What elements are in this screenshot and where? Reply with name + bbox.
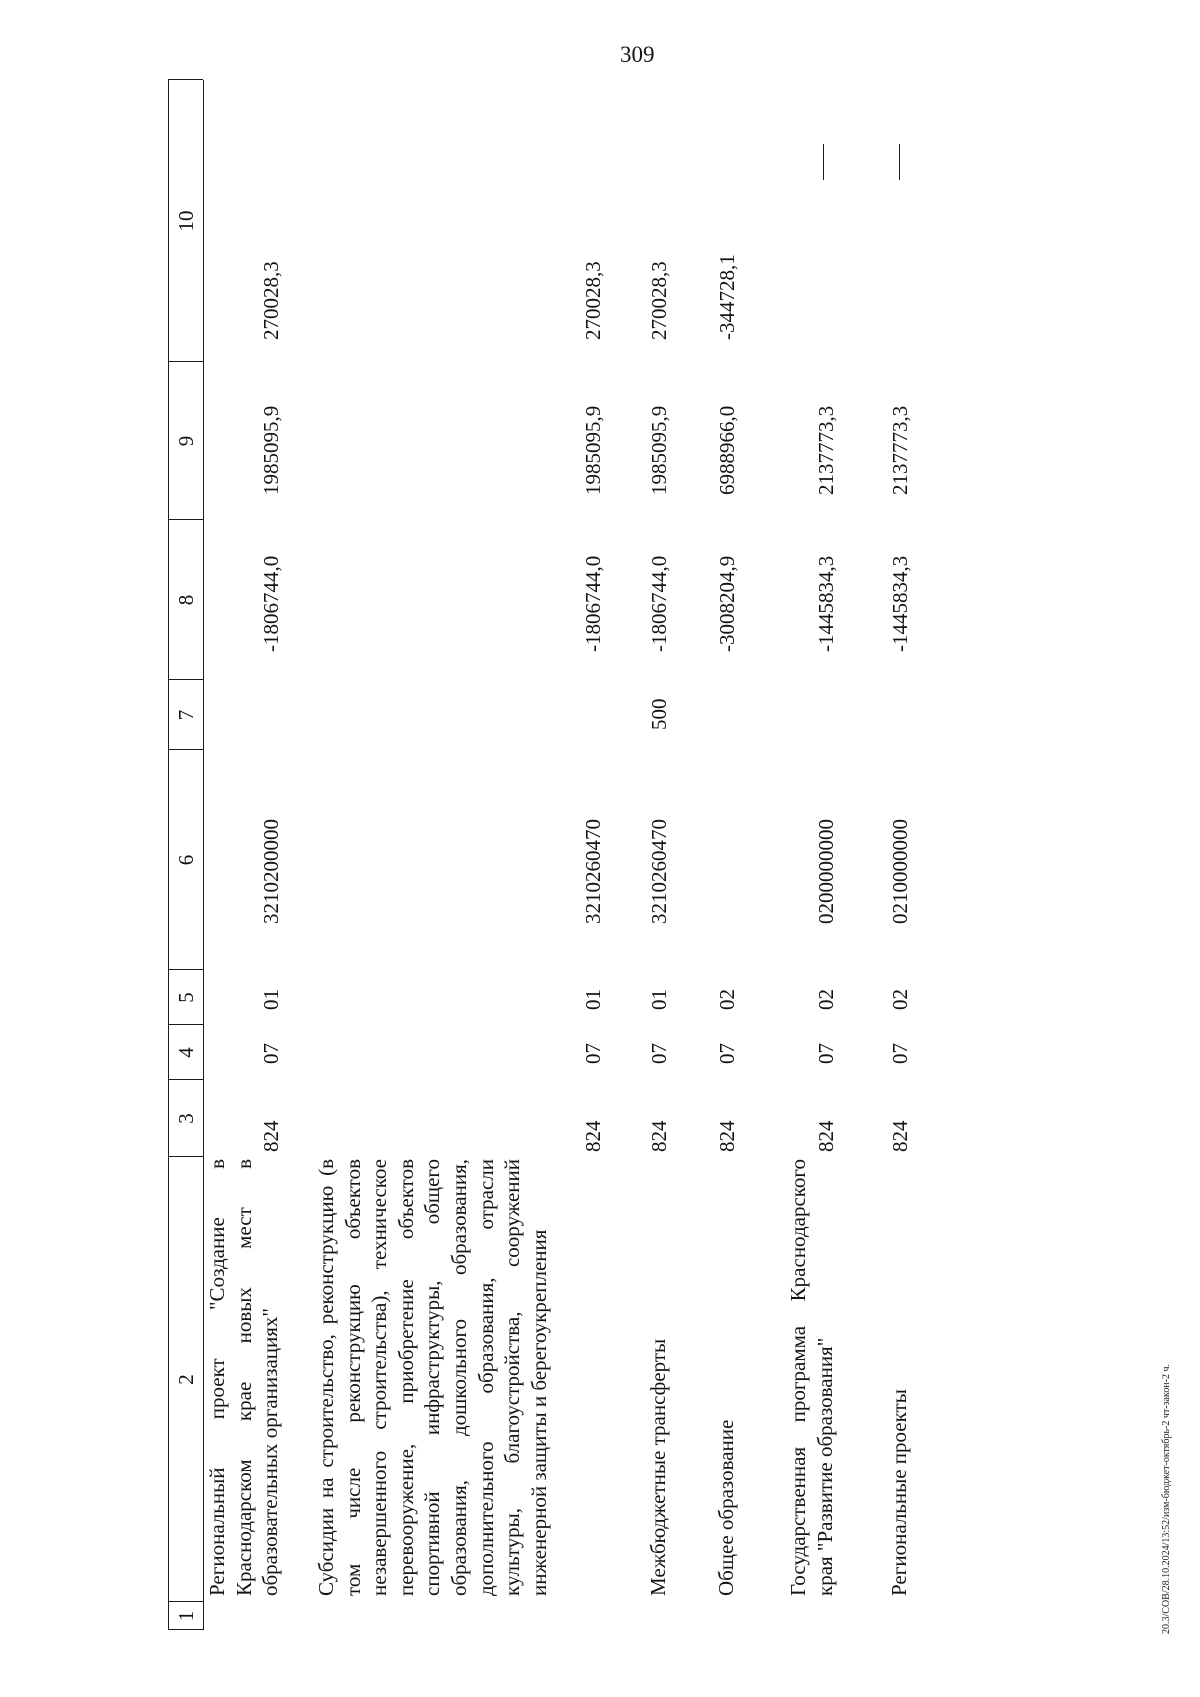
cell-col-4: 07 — [259, 1043, 283, 1064]
cell-col-5: 02 — [715, 989, 739, 1010]
cell-col-9: 1985095,9 — [581, 405, 605, 495]
cell-col-9: 1985095,9 — [259, 405, 283, 495]
row-label: Субсидии на строительство, реконструкцию (в том числе реконструкцию объектов незавершенного строительства), техническое перевооружение, приобретение объектов спортивной инфраструктуры, общего образования, дошкольного образования, дополнительного образования, отрасли культуры, благоустройства, сооружений инженерной защиты и берегоукрепления — [314, 1159, 551, 1596]
cell-col-5: 01 — [581, 989, 605, 1010]
cell-col-8: -1806744,0 — [259, 555, 283, 652]
cell-col-8: -1806744,0 — [647, 555, 671, 652]
cell-col-8: -1445834,3 — [888, 555, 912, 652]
cell-col-4: 07 — [888, 1043, 912, 1064]
cell-col-4: 07 — [715, 1043, 739, 1064]
row-label: Государственная программа Краснодарского края "Развитие образования" — [786, 1159, 837, 1596]
header-col-10: 10 — [174, 210, 198, 232]
cell-col-10: 270028,3 — [647, 261, 671, 340]
header-top-border — [168, 80, 169, 1630]
cell-col-3: 824 — [581, 1120, 605, 1152]
cell-col-3: 824 — [647, 1120, 671, 1152]
header-col-2: 2 — [174, 1374, 198, 1385]
header-col-9: 9 — [174, 435, 198, 447]
cell-col-9: 6988966,0 — [715, 405, 739, 495]
cell-col-10: 270028,3 — [259, 261, 283, 340]
cell-col-10-dash — [823, 144, 824, 180]
header-col-5: 5 — [174, 992, 198, 1003]
cell-col-10-dash — [899, 144, 900, 180]
cell-col-7: 500 — [647, 698, 671, 730]
header-col-7: 7 — [174, 709, 198, 721]
header-col-8: 8 — [174, 594, 198, 606]
header-col-6: 6 — [174, 854, 198, 866]
row-label: Межбюджетные трансферты — [646, 1338, 670, 1596]
cell-col-9: 2137773,3 — [888, 405, 912, 495]
footer-code: 20.3/СОВ/28.10.2024/13:52/изм-бюджет-октябрь-2 чт-закон-2 ч. — [1161, 1363, 1172, 1634]
cell-col-3: 824 — [888, 1120, 912, 1152]
header-col-4: 4 — [174, 1047, 198, 1058]
row-label: Региональный проект "Создание в Краснодарском крае новых мест в образовательных организациях" — [205, 1159, 283, 1596]
row-label: Общее образование — [714, 1419, 738, 1596]
cell-col-4: 07 — [647, 1043, 671, 1064]
header-col-1: 1 — [174, 1610, 198, 1622]
cell-col-3: 824 — [715, 1120, 739, 1152]
cell-col-8: -1445834,3 — [814, 555, 838, 652]
cell-col-3: 824 — [259, 1120, 283, 1152]
cell-col-6: 3210260470 — [581, 819, 605, 924]
cell-col-6: 3210200000 — [259, 819, 283, 924]
cell-col-6: 3210260470 — [647, 819, 671, 924]
cell-col-5: 02 — [888, 989, 912, 1010]
budget-table — [168, 80, 1168, 1630]
cell-col-8: -3008204,9 — [715, 555, 739, 652]
cell-col-6: 0200000000 — [814, 819, 838, 924]
cell-col-10: -344728,1 — [715, 254, 739, 340]
cell-col-8: -1806744,0 — [581, 555, 605, 652]
header-col-3: 3 — [174, 1113, 198, 1124]
page-number: 309 — [620, 42, 655, 67]
cell-col-4: 07 — [814, 1043, 838, 1064]
cell-col-5: 01 — [647, 989, 671, 1010]
cell-col-9: 1985095,9 — [647, 405, 671, 495]
cell-col-6: 0210000000 — [888, 819, 912, 924]
cell-col-5: 01 — [259, 989, 283, 1010]
cell-col-3: 824 — [814, 1120, 838, 1152]
cell-col-9: 2137773,3 — [814, 405, 838, 495]
cell-col-10: 270028,3 — [581, 261, 605, 340]
row-label: Региональные проекты — [887, 1389, 911, 1596]
cell-col-5: 02 — [814, 989, 838, 1010]
cell-col-4: 07 — [581, 1043, 605, 1064]
